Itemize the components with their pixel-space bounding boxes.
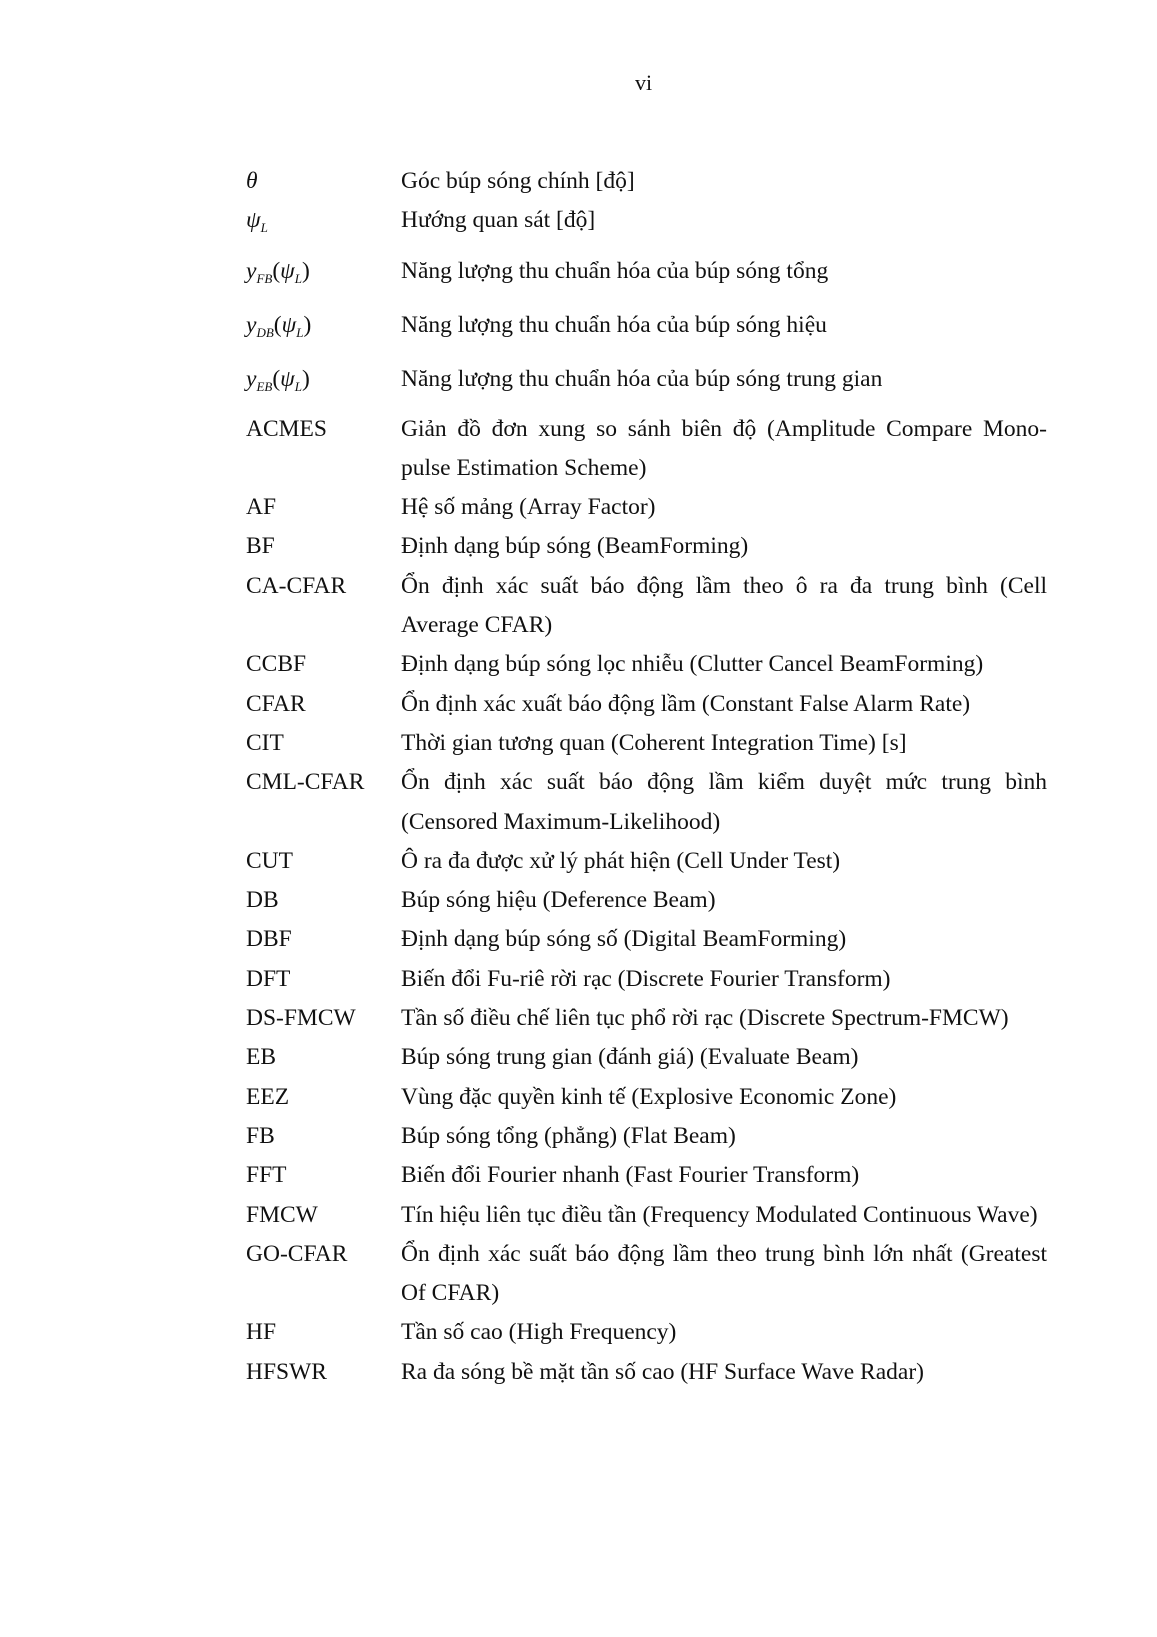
abbreviation-description: Biến đổi Fourier nhanh (Fast Fourier Transform) [401,1162,860,1189]
abbreviation-description: Biến đổi Fu-riê rời rạc (Discrete Fourier Transform) [401,965,891,992]
abbreviation-row [246,645,1047,684]
symbol-term [246,201,401,247]
symbol-row-y-db [246,302,1047,356]
symbol-argument-subscript: L [294,270,302,286]
abbreviation-row [246,1353,1047,1392]
symbol-main: ψ [246,207,261,234]
abbreviation-term: FB [246,1122,275,1149]
abbreviation-description: Búp sóng tổng (phẳng) (Flat Beam) [401,1122,736,1149]
abbreviation-row [246,488,1047,527]
abbreviation-row [246,527,1047,566]
symbol-subscript: DB [256,324,274,340]
abbreviation-description: Định dạng búp sóng (BeamForming) [401,533,749,560]
abbreviation-term: CCBF [246,651,307,678]
symbol-term: $y_{FB}(\psi_L)$ [246,257,310,286]
symbol-main: θ [246,168,258,194]
abbreviation-description: Thời gian tương quan (Coherent Integration Time) [s] [401,729,907,756]
abbreviation-description: Tần số điều chế liên tục phổ rời rạc (Discrete Spectrum-FMCW) [401,1005,1009,1032]
symbol-main: y [246,257,257,284]
abbreviation-description: Ra đa sóng bề mặt tần số cao (HF Surface Wave Radar) [401,1358,924,1385]
symbol-row-theta [246,162,1047,201]
abbreviation-term: GO-CFAR [246,1240,348,1267]
abbreviation-term: FFT [246,1162,287,1189]
abbreviation-term: DBF [246,926,292,953]
abbreviation-description: Ổn định xác suất báo động lầm theo trung bình lớn nhất (Greatest Of CFAR) [401,1240,1047,1307]
symbol-argument: ψ [281,311,297,338]
abbreviation-row [246,1156,1047,1195]
abbreviation-row [246,881,1047,920]
abbreviation-term: FMCW [246,1201,318,1228]
symbol-argument-subscript: L [294,378,302,394]
abbreviation-row [246,724,1047,763]
abbreviation-row [246,763,1047,842]
symbol-row-psi-l [246,201,1047,247]
abbreviation-term: HFSWR [246,1358,327,1385]
symbol-description: Góc búp sóng chính [độ] [401,168,635,194]
abbreviation-description: Ổn định xác suất báo động lầm kiểm duyệt mức trung bình (Censored Maximum-Likelihood) [401,769,1047,835]
symbol-term: $y_{EB}(\psi_L)$ [246,365,310,394]
abbreviation-term: HF [246,1319,277,1346]
symbol-term: $y_{DB}(\psi_L)$ [246,311,312,340]
abbreviation-term: ACMES [246,415,327,442]
abbreviation-term: BF [246,533,275,560]
abbreviation-row [246,1196,1047,1235]
abbreviation-term: EB [246,1044,277,1071]
abbreviation-row [246,1235,1047,1314]
symbol-description: Năng lượng thu chuẩn hóa của búp sóng trung gian [401,365,883,392]
symbol-row-y-eb [246,356,1047,410]
abbreviation-description: Búp sóng trung gian (đánh giá) (Evaluate Beam) [401,1044,859,1071]
abbreviation-row [246,960,1047,999]
symbol-description: Năng lượng thu chuẩn hóa của búp sóng tổng [401,257,829,284]
abbreviation-rows [246,410,1047,1392]
abbreviation-description: Định dạng búp sóng số (Digital BeamForming) [401,926,847,953]
symbol-subscript: L [260,220,268,236]
abbreviation-row [246,920,1047,959]
abbreviation-description: Tín hiệu liên tục điều tần (Frequency Modulated Continuous Wave) [401,1201,1038,1228]
abbreviation-description: Ổn định xác xuất báo động lầm (Constant False Alarm Rate) [401,690,971,717]
abbreviation-description: Định dạng búp sóng lọc nhiễu (Clutter Cancel BeamForming) [401,651,984,678]
symbol-main: y [246,365,257,392]
abbreviation-term: CIT [246,729,284,756]
symbol-subscript: EB [256,378,273,394]
abbreviation-term: CML-CFAR [246,769,365,796]
abbreviation-row [246,567,1047,646]
symbol-description: Hướng quan sát [độ] [401,207,596,234]
abbreviation-list [246,162,1047,1392]
symbol-argument-subscript: L [296,324,304,340]
symbol-argument: ψ [280,257,295,284]
abbreviation-term: CFAR [246,690,306,717]
symbol-term [246,162,401,201]
abbreviation-description: Vùng đặc quyền kinh tế (Explosive Economic Zone) [401,1083,897,1110]
abbreviation-description: Ổn định xác suất báo động lầm theo ô ra đa trung bình (Cell Average CFAR) [401,572,1047,639]
abbreviation-row [246,1117,1047,1156]
abbreviation-row [246,1038,1047,1077]
page-number: vi [634,70,653,95]
abbreviation-description: Tần số cao (High Frequency) [401,1319,677,1346]
abbreviation-term: AF [246,494,277,521]
abbreviation-row [246,842,1047,881]
abbreviation-row [246,1313,1047,1352]
abbreviation-term: DS-FMCW [246,1005,356,1032]
abbreviation-description: Búp sóng hiệu (Deference Beam) [401,887,716,914]
symbol-argument: ψ [280,365,295,392]
symbol-main: y [246,311,257,338]
abbreviation-description: Ô ra đa được xử lý phát hiện (Cell Under Test) [401,847,841,874]
symbol-description: Năng lượng thu chuẩn hóa của búp sóng hiệu [401,311,827,338]
symbol-row-y-fb [246,248,1047,302]
abbreviation-row [246,999,1047,1038]
symbol-subscript: FB [256,270,273,286]
abbreviation-row [246,1078,1047,1117]
abbreviation-description: Hệ số mảng (Array Factor) [401,494,656,521]
abbreviation-term: CUT [246,847,293,874]
abbreviation-description: Giản đồ đơn xung so sánh biên độ (Amplitude Compare Mono-pulse Estimation Scheme) [401,415,1047,481]
abbreviation-term: DFT [246,965,291,992]
abbreviation-term: EEZ [246,1083,290,1110]
abbreviation-term: DB [246,887,279,914]
abbreviation-row [246,685,1047,724]
abbreviation-term: CA-CFAR [246,572,347,599]
abbreviation-row [246,410,1047,489]
